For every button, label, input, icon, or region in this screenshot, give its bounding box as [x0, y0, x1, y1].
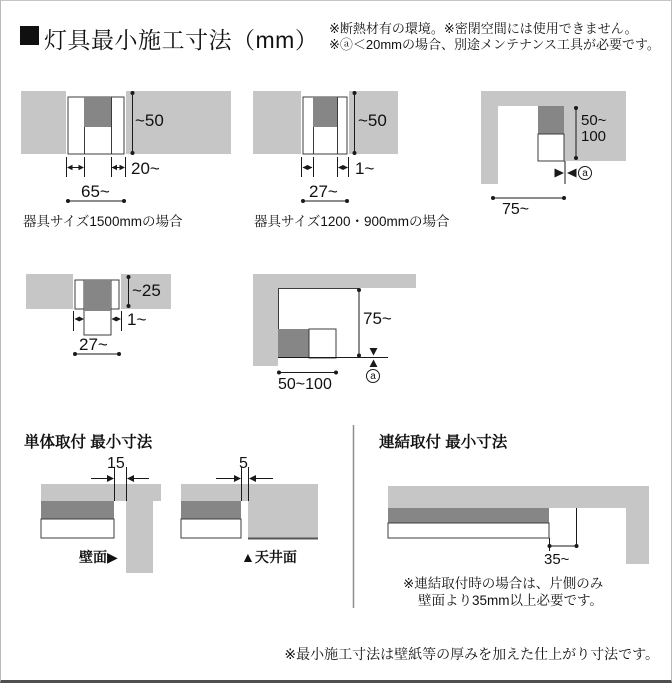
- linked-note-line1: ※連結取付時の場合は、片側のみ: [403, 576, 604, 591]
- footer-note: ※最小施工寸法は壁紙等の厚みを加えた仕上がり寸法です。: [284, 646, 659, 662]
- dim-clearance-a: 20~: [131, 159, 160, 178]
- ceiling-panel: [21, 91, 66, 154]
- diagram-recess-1500: [21, 91, 231, 203]
- fixture-housing: [181, 519, 241, 538]
- fixture-body: [538, 106, 564, 134]
- ceiling-panel: [26, 274, 73, 309]
- caption-a: 器具サイズ1500mmの場合: [23, 214, 183, 229]
- dim-depth-b: ~50: [358, 111, 387, 130]
- ceiling-panel: [253, 274, 416, 288]
- fixture-housing: [41, 519, 114, 538]
- fixture-body: [388, 508, 549, 523]
- wall-surface-label: [79, 547, 118, 567]
- fixture-body: [41, 501, 114, 519]
- fixture-housing: [388, 523, 549, 538]
- fixture-body: [84, 280, 111, 311]
- ceiling-panel: [41, 484, 161, 501]
- header-notes: [329, 21, 660, 53]
- page-title: 灯具最小施工寸法（mm）: [44, 27, 319, 53]
- dim-clearance-b: 1~: [355, 159, 375, 178]
- dim-width-a: 65~: [81, 182, 110, 201]
- ceiling-panel: [253, 91, 301, 154]
- dim-height-e: 75~: [363, 309, 392, 328]
- ceiling-pointer-icon: ▲: [241, 549, 255, 565]
- diagram-single-ceiling: [181, 467, 318, 539]
- linked-note-line2: 壁面より35mm以上必要です。: [418, 593, 603, 608]
- caption-b: 器具サイズ1200・900mmの場合: [254, 214, 450, 229]
- wall-panel: [126, 501, 153, 573]
- dim-a-badge: a: [578, 166, 592, 180]
- fixture-body: [313, 97, 337, 127]
- header-note-line2: ※ⓐ＜20mmの場合、別途メンテナンス工具が必要です。: [329, 37, 660, 52]
- wall-surface-text: 壁面: [79, 549, 107, 565]
- dim-width-c: 75~: [502, 201, 530, 218]
- dim-depth-a: ~50: [135, 111, 164, 130]
- dim-ceiling-gap: 5: [239, 455, 248, 472]
- fixture-housing: [538, 134, 564, 161]
- dim-width-d: 27~: [79, 335, 108, 354]
- linked-mount-title: 連結取付 最小寸法: [379, 434, 508, 451]
- ceiling-panel: [481, 91, 626, 106]
- single-mount-title: 単体取付 最小寸法: [24, 434, 153, 451]
- dim-clearance-d: 1~: [127, 310, 147, 329]
- ceiling-surface-label: [241, 547, 297, 567]
- fixture-body: [278, 329, 309, 358]
- fixture-housing: [309, 329, 336, 358]
- dim-depth-c-line1: 50~: [581, 112, 607, 129]
- ceiling-block: [248, 501, 318, 538]
- header-note-line1: ※断熱材有の環境。※密閉空間には使用できません。: [329, 21, 638, 36]
- dim-wall-gap: 15: [107, 455, 125, 472]
- wall-panel: [626, 508, 649, 564]
- fixture-body: [181, 501, 241, 519]
- diagram-linked-mount: [388, 486, 649, 564]
- wall-pointer-icon: ▶: [107, 549, 118, 565]
- ceiling-surface-text: 天井面: [254, 549, 297, 565]
- diagram-corner-end: [481, 91, 626, 200]
- dim-depth-d: ~25: [132, 281, 161, 300]
- dim-a-badge: a: [366, 369, 380, 383]
- fixture-body: [84, 97, 111, 127]
- ceiling-panel: [388, 486, 649, 508]
- dim-linked-gap: 35~: [544, 551, 570, 568]
- dim-width-b: 27~: [309, 182, 338, 201]
- dim-width-e: 50~100: [278, 376, 332, 393]
- title-bullet-icon: [20, 26, 39, 45]
- ceiling-panel: [181, 484, 318, 501]
- dim-depth-c-line2: 100: [581, 128, 607, 145]
